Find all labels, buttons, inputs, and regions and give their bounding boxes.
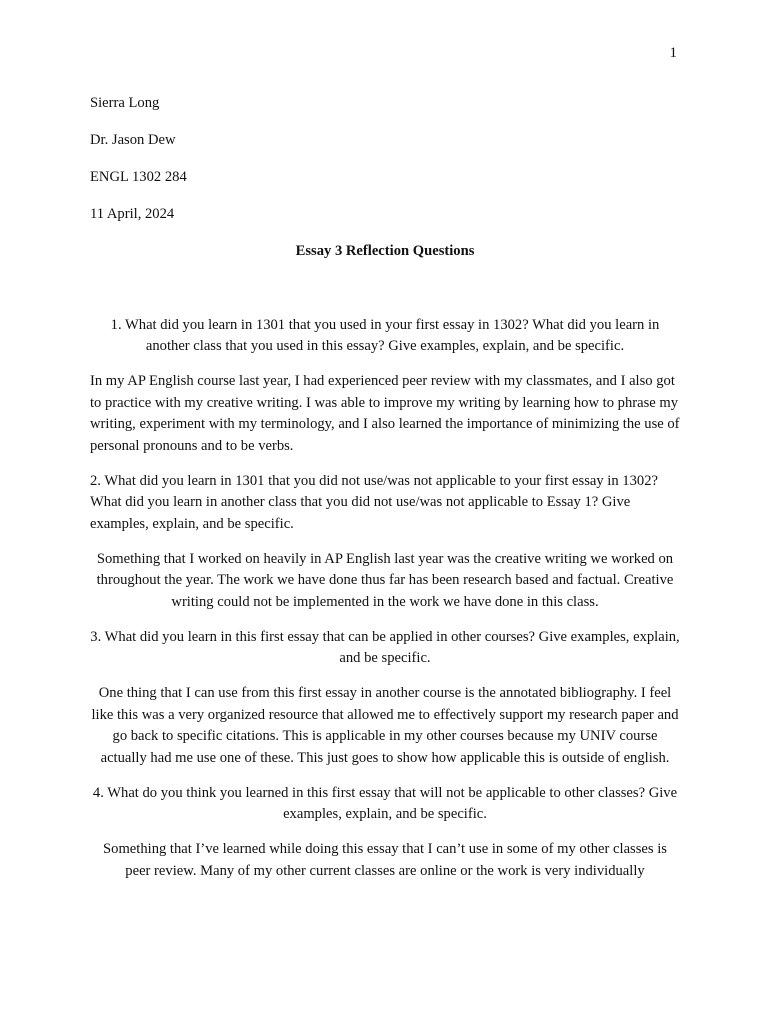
instructor-name: Dr. Jason Dew — [90, 132, 176, 148]
question-4: 4. What do you think you learned in this first essay that will not be applicable to other classes? Give examples, explain, and be specific. — [92, 784, 678, 822]
student-name: Sierra Long — [90, 95, 160, 111]
document-date: 11 April, 2024 — [90, 206, 175, 222]
question-2: 2. What did you learn in 1301 that you did not use/was not applicable to your first essay in 1302? What did you learn in another class that you did not use/was not applicable to Essay 1? Give examples, explain, and be specific. — [90, 472, 658, 532]
course-code: ENGL 1302 284 — [90, 169, 187, 185]
document-title: Essay 3 Reflection Questions — [295, 243, 475, 259]
answer-1: In my AP English course last year, I had experienced peer review with my classmates, and I also got to practice with my creative writing. I was able to improve my writing by learning how to phrase my writing, experiment with my terminology, and I also learned the importance of minimizing the use of personal pronouns and to be verbs. — [90, 373, 680, 454]
page-number: 1 — [669, 45, 677, 61]
answer-2: Something that I worked on heavily in AP English last year was the creative writing we worked on throughout the year. The work we have done thus far has been research based and factual. Creative writing could not be implemented in the work we have done in this class. — [96, 550, 674, 610]
question-3: 3. What did you learn in this first essay that can be applied in other courses? Give examples, explain, and be specific. — [90, 628, 680, 666]
answer-4: Something that I’ve learned while doing this essay that I can’t use in some of my other classes is peer review. Many of my other current classes are online or the work is very individually — [103, 841, 667, 879]
document-body — [90, 93, 680, 896]
question-1: 1. What did you learn in 1301 that you used in your first essay in 1302? What did you learn in another class that you used in this essay? Give examples, explain, and be specific. — [110, 316, 660, 354]
answer-3: One thing that I can use from this first essay in another course is the annotated bibliography. I feel like this was a very organized resource that allowed me to effectively support my research paper and go back to specific citations. This is applicable in my other courses because my UNIV course actually had me use one of these. This just goes to show how applicable this is outside of english. — [91, 685, 679, 766]
